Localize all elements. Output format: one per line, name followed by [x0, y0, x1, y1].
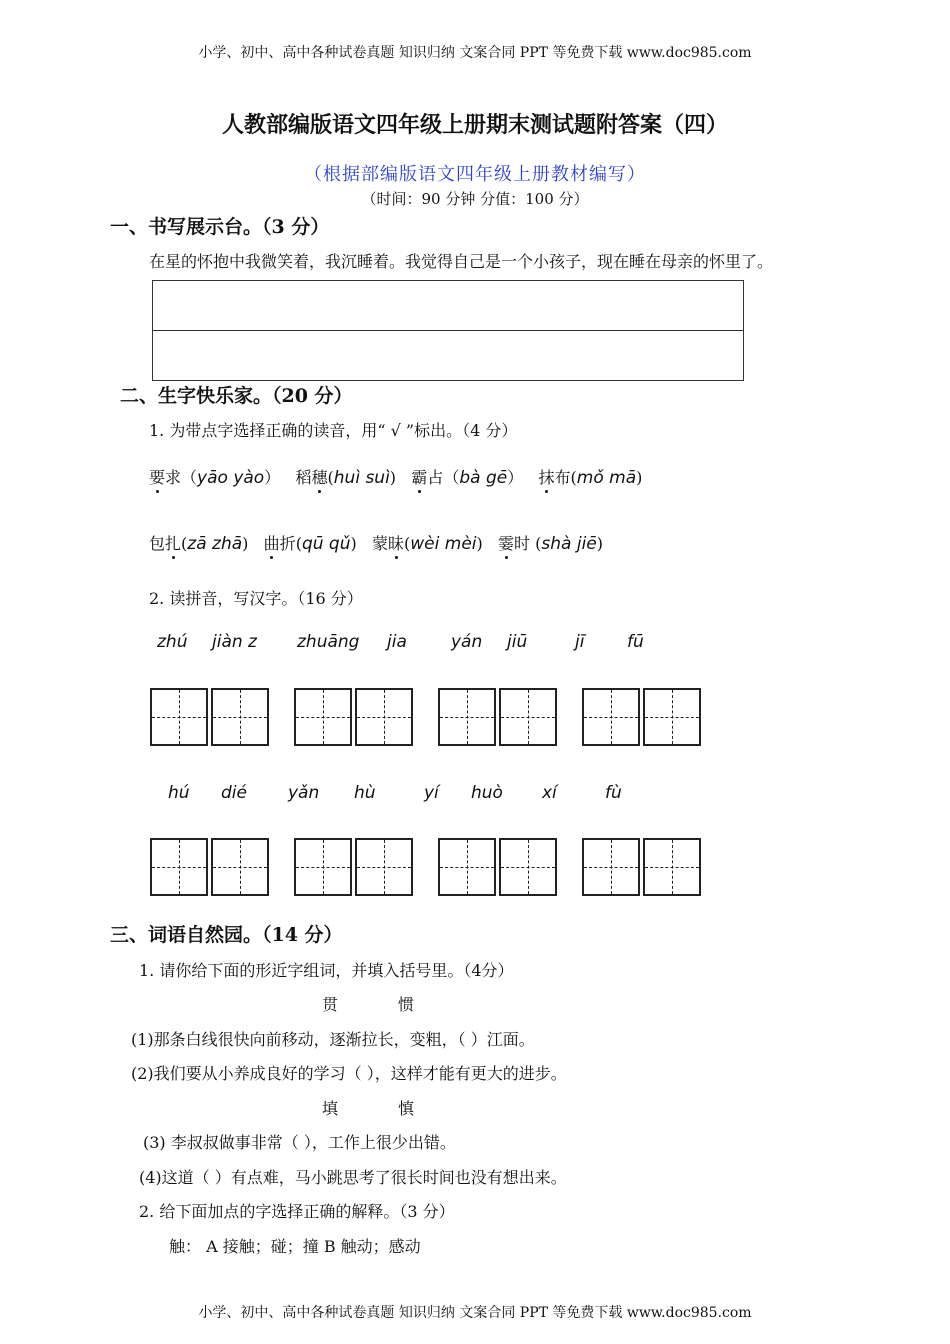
pinyin: jiàn z [212, 632, 257, 652]
pronunciation-row-1 [149, 465, 642, 488]
pinyin: xí [542, 783, 557, 803]
page-header: 小学、初中、高中各种试卷真题 知识归纳 文案合同 PPT 等免费下载 www.doc985.com [198, 45, 752, 61]
fill-sentence-4: (4)这道（ ）有点难，马小跳思考了很长时间也没有想出来。 [139, 1168, 567, 1187]
char-pair-word: 惯 [398, 995, 415, 1014]
writing-grid-group [150, 838, 272, 896]
pinyin: jia [387, 632, 407, 652]
pinyin: dié [221, 783, 247, 803]
writing-cell[interactable] [643, 688, 701, 746]
fill-sentence-2: (2)我们要从小养成良好的学习（ ），这样才能有更大的进步。 [131, 1064, 567, 1083]
writing-cell[interactable] [294, 838, 352, 896]
writing-line-1[interactable] [153, 281, 743, 331]
pron-item: 霎时 (shà jiē) [498, 534, 603, 553]
writing-cell[interactable] [211, 688, 269, 746]
pinyin: fū [627, 632, 644, 652]
question-3-2: 2. 给下面加点的字选择正确的解释。（3 分） [139, 1202, 455, 1221]
question-2-1: 1. 为带点字选择正确的读音，用“ √ ”标出。（4 分） [149, 421, 518, 440]
writing-cell[interactable] [499, 838, 557, 896]
pinyin: yǎn [288, 783, 320, 803]
pinyin: jiū [507, 632, 528, 652]
writing-cell[interactable] [150, 838, 208, 896]
pron-item: 霸占（bà gē） [411, 468, 523, 487]
pinyin: hú [168, 783, 190, 803]
pronunciation-row-2 [149, 531, 603, 554]
writing-cell[interactable] [355, 688, 413, 746]
pinyin: yí [424, 783, 439, 803]
section-3-heading: 三、词语自然园。（14 分） [110, 924, 343, 946]
pron-item: 曲折(qū qǔ) [264, 534, 357, 553]
char-pair-word: 慎 [398, 1099, 415, 1118]
pinyin: hù [354, 783, 376, 803]
pinyin: huò [471, 783, 503, 803]
pron-item: 蒙昧(wèi mèi) [372, 534, 483, 553]
writing-grid-group [438, 688, 560, 746]
pinyin: fù [605, 783, 622, 803]
fill-sentence-1: (1)那条白线很快向前移动，逐渐拉长，变粗，（ ）江面。 [131, 1030, 535, 1049]
writing-grid-group [438, 838, 560, 896]
writing-cell[interactable] [438, 688, 496, 746]
pinyin: zhú [157, 632, 188, 652]
char-pair-word: 填 [322, 1099, 339, 1118]
writing-grid-group [294, 838, 416, 896]
writing-grid-group [294, 688, 416, 746]
definition-options: 触： A 接触；碰；撞 B 触动；感动 [169, 1237, 421, 1256]
writing-cell[interactable] [643, 838, 701, 896]
pinyin: yán [451, 632, 483, 652]
writing-grid-group [582, 688, 704, 746]
question-2-2: 2. 读拼音，写汉字。（16 分） [149, 589, 363, 608]
char-pair-word: 贯 [322, 995, 339, 1014]
page-footer: 小学、初中、高中各种试卷真题 知识归纳 文案合同 PPT 等免费下载 www.doc985.com [198, 1305, 752, 1321]
section-1-heading: 一、书写展示台。（3 分） [110, 216, 330, 238]
exam-meta: （时间：90 分钟 分值：100 分） [361, 190, 589, 208]
pron-item: 要求（yāo yào） [149, 468, 280, 487]
fill-sentence-3: (3) 李叔叔做事非常（ ），工作上很少出错。 [143, 1133, 456, 1152]
writing-cell[interactable] [582, 838, 640, 896]
writing-cell[interactable] [294, 688, 352, 746]
pron-item: 包扎(zā zhā) [149, 534, 248, 553]
writing-cell[interactable] [150, 688, 208, 746]
pinyin: zhuāng [297, 632, 360, 652]
section-2-heading: 二、生字快乐家。（20 分） [120, 385, 353, 407]
subtitle: （根据部编版语文四年级上册教材编写） [304, 164, 646, 185]
section-1-sentence: 在星的怀抱中我微笑着，我沉睡着。我觉得自己是一个小孩子，现在睡在母亲的怀里了。 [149, 252, 774, 271]
page-title: 人教部编版语文四年级上册期末测试题附答案（四） [221, 112, 728, 138]
writing-cell[interactable] [582, 688, 640, 746]
writing-grid-group [150, 688, 272, 746]
writing-grid-group [582, 838, 704, 896]
writing-cell[interactable] [211, 838, 269, 896]
pinyin: jī [575, 632, 585, 652]
writing-box[interactable] [152, 280, 744, 381]
question-3-1: 1. 请你给下面的形近字组词，并填入括号里。（4分） [139, 961, 514, 980]
pron-item: 稻穗(huì suì) [295, 468, 396, 487]
writing-cell[interactable] [438, 838, 496, 896]
writing-line-2[interactable] [153, 331, 743, 380]
writing-cell[interactable] [355, 838, 413, 896]
writing-cell[interactable] [499, 688, 557, 746]
pron-item: 抹布(mǒ mā) [539, 468, 643, 487]
